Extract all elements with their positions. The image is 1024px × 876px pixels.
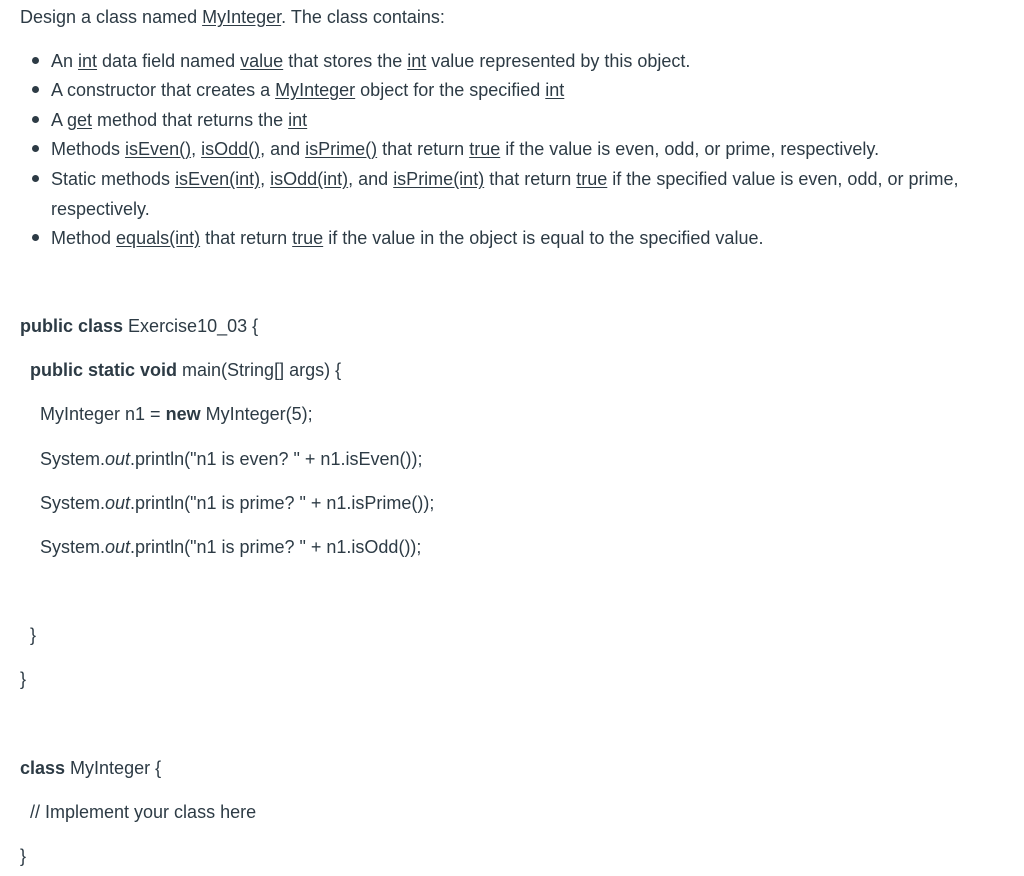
- item-text: data field named: [97, 51, 241, 71]
- code-line: [20, 757, 161, 779]
- code-term: isPrime(int): [393, 169, 485, 189]
- code-text: }: [20, 846, 27, 866]
- item-text: Static methods: [51, 169, 176, 189]
- item-text: , and: [260, 139, 306, 159]
- list-item: [51, 168, 958, 190]
- code-line: [40, 448, 422, 470]
- code-text: main(String[] args) {: [177, 360, 342, 380]
- item-text: method that returns the: [92, 110, 289, 130]
- bullet-dot: [32, 116, 39, 123]
- code-term: int: [78, 51, 98, 71]
- item-text: object for the specified: [355, 80, 546, 100]
- bullet-dot: [32, 234, 39, 241]
- code-term: int: [407, 51, 427, 71]
- keyword: public class: [20, 316, 124, 336]
- item-text: if the specified value is even, odd, or prime,: [607, 169, 959, 189]
- item-text: if the value is even, odd, or prime, respectively.: [500, 139, 880, 159]
- item-text: A constructor that creates a: [51, 80, 276, 100]
- intro-text-b: . The class contains:: [281, 7, 445, 27]
- code-line: [20, 315, 258, 337]
- intro-text-a: Design a class named: [20, 7, 203, 27]
- code-italic: out: [105, 449, 131, 469]
- code-text: }: [30, 625, 37, 645]
- item-text: ,: [260, 169, 271, 189]
- code-text: System.: [40, 493, 106, 513]
- item-text: if the value in the object is equal to the specified value.: [323, 228, 764, 248]
- bullet-dot: [32, 175, 39, 182]
- code-text: .println("n1 is prime? " + n1.isOdd());: [130, 537, 422, 557]
- item-text: that return: [200, 228, 293, 248]
- bullet-dot: [32, 57, 39, 64]
- keyword: public static void: [30, 360, 178, 380]
- code-italic: out: [105, 493, 131, 513]
- code-text: Exercise10_03 {: [123, 316, 259, 336]
- code-term: isOdd(int): [270, 169, 349, 189]
- code-line: [20, 668, 26, 690]
- code-line: [40, 492, 434, 514]
- list-item: [51, 138, 879, 160]
- list-item: [51, 50, 690, 72]
- code-term: isPrime(): [305, 139, 378, 159]
- item-text: , and: [348, 169, 394, 189]
- item-text: value represented by this object.: [426, 51, 691, 71]
- item-text: ,: [191, 139, 202, 159]
- code-text: MyInteger n1 =: [40, 404, 166, 424]
- code-term: isEven(): [125, 139, 192, 159]
- item-text: that stores the: [283, 51, 408, 71]
- list-item: [51, 79, 564, 101]
- code-comment: // Implement your class here: [30, 802, 257, 822]
- item-text: Methods: [51, 139, 126, 159]
- code-term: equals(int): [116, 228, 201, 248]
- code-line: [40, 536, 421, 558]
- list-item-continuation: [51, 198, 150, 220]
- code-term: isEven(int): [175, 169, 261, 189]
- code-text: System.: [40, 537, 106, 557]
- item-text: that return: [484, 169, 577, 189]
- code-line: [30, 359, 341, 381]
- code-text: .println("n1 is even? " + n1.isEven());: [130, 449, 423, 469]
- code-line: [20, 845, 26, 867]
- code-text: System.: [40, 449, 106, 469]
- code-line: [30, 624, 36, 646]
- bullet-dot: [32, 145, 39, 152]
- code-term: true: [469, 139, 501, 159]
- class-name-link: MyInteger: [202, 7, 282, 27]
- bullet-dot: [32, 86, 39, 93]
- code-term: isOdd(): [201, 139, 261, 159]
- keyword: class: [20, 758, 66, 778]
- code-term: true: [292, 228, 324, 248]
- code-line: [30, 801, 256, 823]
- item-text: An: [51, 51, 79, 71]
- code-text: .println("n1 is prime? " + n1.isPrime());: [130, 493, 435, 513]
- code-term: MyInteger: [275, 80, 356, 100]
- code-term: get: [67, 110, 93, 130]
- item-text: A: [51, 110, 68, 130]
- code-text: MyInteger(5);: [200, 404, 313, 424]
- code-term: value: [240, 51, 284, 71]
- intro-text: [20, 6, 445, 28]
- keyword: new: [165, 404, 201, 424]
- item-text: that return: [377, 139, 470, 159]
- code-italic: out: [105, 537, 131, 557]
- list-item: [51, 109, 307, 131]
- code-text: MyInteger {: [65, 758, 162, 778]
- code-term: int: [288, 110, 308, 130]
- code-text: }: [20, 669, 27, 689]
- list-item: [51, 227, 763, 249]
- code-line: [40, 403, 313, 425]
- code-term: int: [545, 80, 565, 100]
- item-text: Method: [51, 228, 117, 248]
- item-text: respectively.: [51, 199, 150, 219]
- code-term: true: [576, 169, 608, 189]
